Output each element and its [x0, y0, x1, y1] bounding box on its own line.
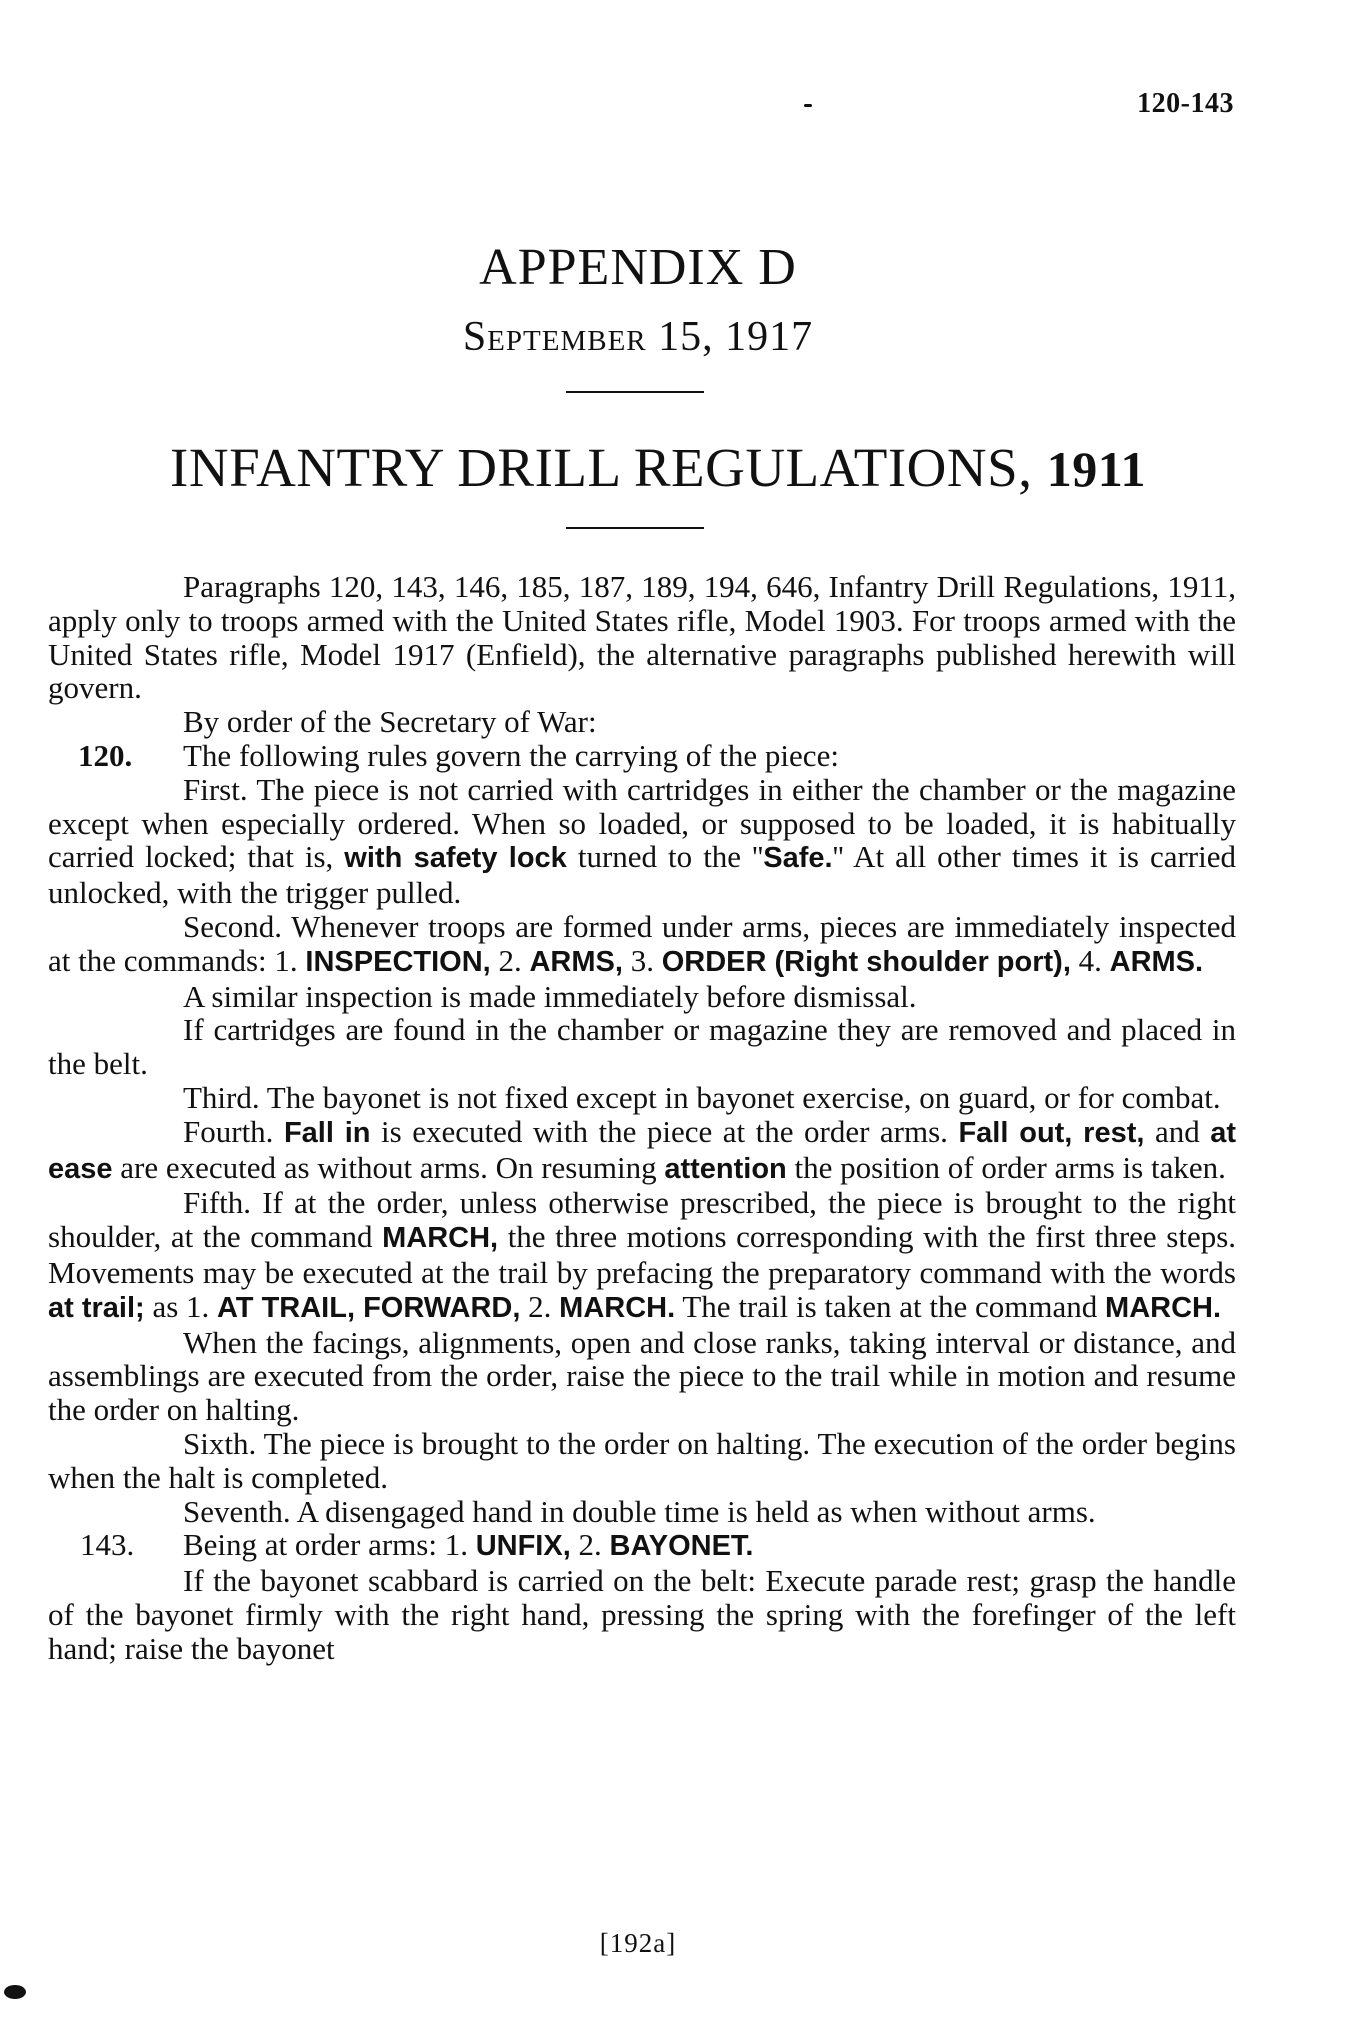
- rule-text: First. The piece is not carried with cartridges in either the chamber or the magazine except when especially ordered. When so loaded, or supposed to be loaded, it is habitually carried locked; that is,: [48, 771, 1236, 875]
- rule-text: A similar inspection is made immediately before dismissal.: [183, 978, 917, 1014]
- command-term: at trail;: [48, 1291, 145, 1324]
- appendix-title: APPENDIX D: [479, 239, 797, 296]
- paragraph-number: 143.: [80, 1527, 135, 1563]
- rule-text: The trail is taken at the command: [682, 1288, 1098, 1324]
- scan-speck: [804, 104, 812, 107]
- rule-text: If cartridges are found in the chamber or magazine they are removed and placed in the belt.: [48, 1012, 1236, 1082]
- rule-text: Second. Whenever troops are formed under arms, pieces are immediately inspected at the commands: 1.: [48, 908, 1236, 978]
- page-header-number: 120-143: [1137, 88, 1234, 119]
- rule-fourth: [48, 1115, 1236, 1187]
- regulations-title-year: 1911: [1046, 441, 1146, 497]
- rule-text: Fifth. If at the order, unless otherwise prescribed, the piece is brought to the right shoulder, at the command: [48, 1185, 1236, 1255]
- rule-text: as 1.: [152, 1288, 210, 1324]
- title-rule-top: [566, 391, 704, 393]
- rule-text: Third. The bayonet is not fixed except in bayonet exercise, on guard, or for combat.: [183, 1079, 1221, 1115]
- rule-text: is executed with the piece at the order arms.: [381, 1113, 948, 1149]
- rule-text: and: [1154, 1113, 1200, 1149]
- command-term: attention: [664, 1152, 787, 1185]
- scabbard-rule: [48, 1564, 1236, 1665]
- cartridges-rule: [48, 1013, 1236, 1081]
- paragraph-number: 120.: [78, 737, 133, 773]
- authority-line: [48, 705, 1236, 739]
- rule-text: are executed as without arms. On resuming: [120, 1149, 657, 1185]
- paragraph-text: 2.: [578, 1527, 602, 1563]
- rule-text: 2.: [528, 1288, 552, 1324]
- facings-rule: [48, 1326, 1236, 1427]
- rule-fifth: [48, 1186, 1236, 1325]
- rule-sixth: [48, 1427, 1236, 1495]
- rule-text: If the bayonet scabbard is carried on the belt: Execute parade rest; grasp the handle of the bayonet firmly with the right hand, pressing the spring with the forefinger of the left hand; raise the bayonet: [48, 1563, 1236, 1666]
- rule-text: 2.: [498, 942, 522, 978]
- bold-term: Safe.: [763, 842, 833, 875]
- command-term: MARCH.: [1105, 1291, 1222, 1324]
- command-term: MARCH,: [382, 1222, 499, 1255]
- appendix-date: September 15, 1917: [462, 314, 814, 360]
- regulations-title: [78, 436, 1238, 499]
- command-term: ARMS.: [1109, 945, 1204, 978]
- paragraph-143: [48, 1528, 1236, 1564]
- regulations-title-text: INFANTRY DRILL REGULATIONS,: [170, 437, 1033, 498]
- rule-text: Sixth. The piece is brought to the order on halting. The execution of the order begins when the halt is completed.: [48, 1425, 1236, 1495]
- paragraph-120: [48, 739, 1236, 773]
- rule-first: [48, 773, 1236, 910]
- bold-term: with safety lock: [344, 842, 567, 875]
- rule-text: the position of order arms is taken.: [794, 1149, 1226, 1185]
- command-term: UNFIX,: [475, 1530, 571, 1563]
- command-term: ARMS,: [529, 945, 623, 978]
- rule-second: [48, 910, 1236, 980]
- document-body: [48, 570, 1236, 1666]
- command-term: INSPECTION,: [305, 945, 491, 978]
- rule-text: Fourth.: [183, 1113, 274, 1149]
- authority-text: By order of the Secretary of War:: [183, 704, 597, 740]
- rule-text: 4.: [1078, 942, 1102, 978]
- title-rule-bottom: [566, 527, 704, 529]
- intro-text: Paragraphs 120, 143, 146, 185, 187, 189, 194, 646, Infantry Drill Regulations, 1911, apply only to troops armed with the United States rifle, Model 1903. For troops armed with the United States rifle, Model 1917 (Enfield), the alternative paragraphs published herewith will govern.: [48, 569, 1236, 706]
- rule-text: 3.: [630, 942, 654, 978]
- rule-seventh: [48, 1495, 1236, 1529]
- rule-text: turned to the '': [577, 839, 764, 875]
- command-term: Fall in: [283, 1116, 371, 1149]
- command-term: BAYONET.: [609, 1530, 754, 1563]
- command-term: Fall out, rest,: [958, 1116, 1145, 1149]
- rule-text: '' At all other times it is carried unlocked, with the trigger pulled.: [48, 839, 1236, 911]
- command-term: ORDER (Right shoulder port),: [661, 945, 1071, 978]
- rule-text: the three motions corresponding with the first three steps. Movements may be executed at the trail by prefacing the preparatory command with the words: [48, 1219, 1237, 1290]
- intro-paragraph: [48, 570, 1236, 705]
- scan-speck: [4, 1985, 26, 1999]
- similar-inspection: [48, 980, 1236, 1014]
- command-term: MARCH.: [559, 1291, 676, 1324]
- paragraph-text: Being at order arms: 1.: [183, 1527, 468, 1563]
- rule-text: Seventh. A disengaged hand in double time is held as when without arms.: [183, 1493, 1096, 1529]
- page-footer-label: [192a]: [599, 1928, 677, 1958]
- command-term: at ease: [48, 1116, 1237, 1185]
- rule-third: [48, 1081, 1236, 1115]
- command-term: AT TRAIL, FORWARD,: [217, 1291, 521, 1324]
- paragraph-text: The following rules govern the carrying of the piece:: [183, 737, 839, 773]
- rule-text: When the facings, alignments, open and close ranks, taking interval or distance, and assemblings are executed from the order, raise the piece to the trail while in motion and resume the order on halting.: [48, 1324, 1236, 1428]
